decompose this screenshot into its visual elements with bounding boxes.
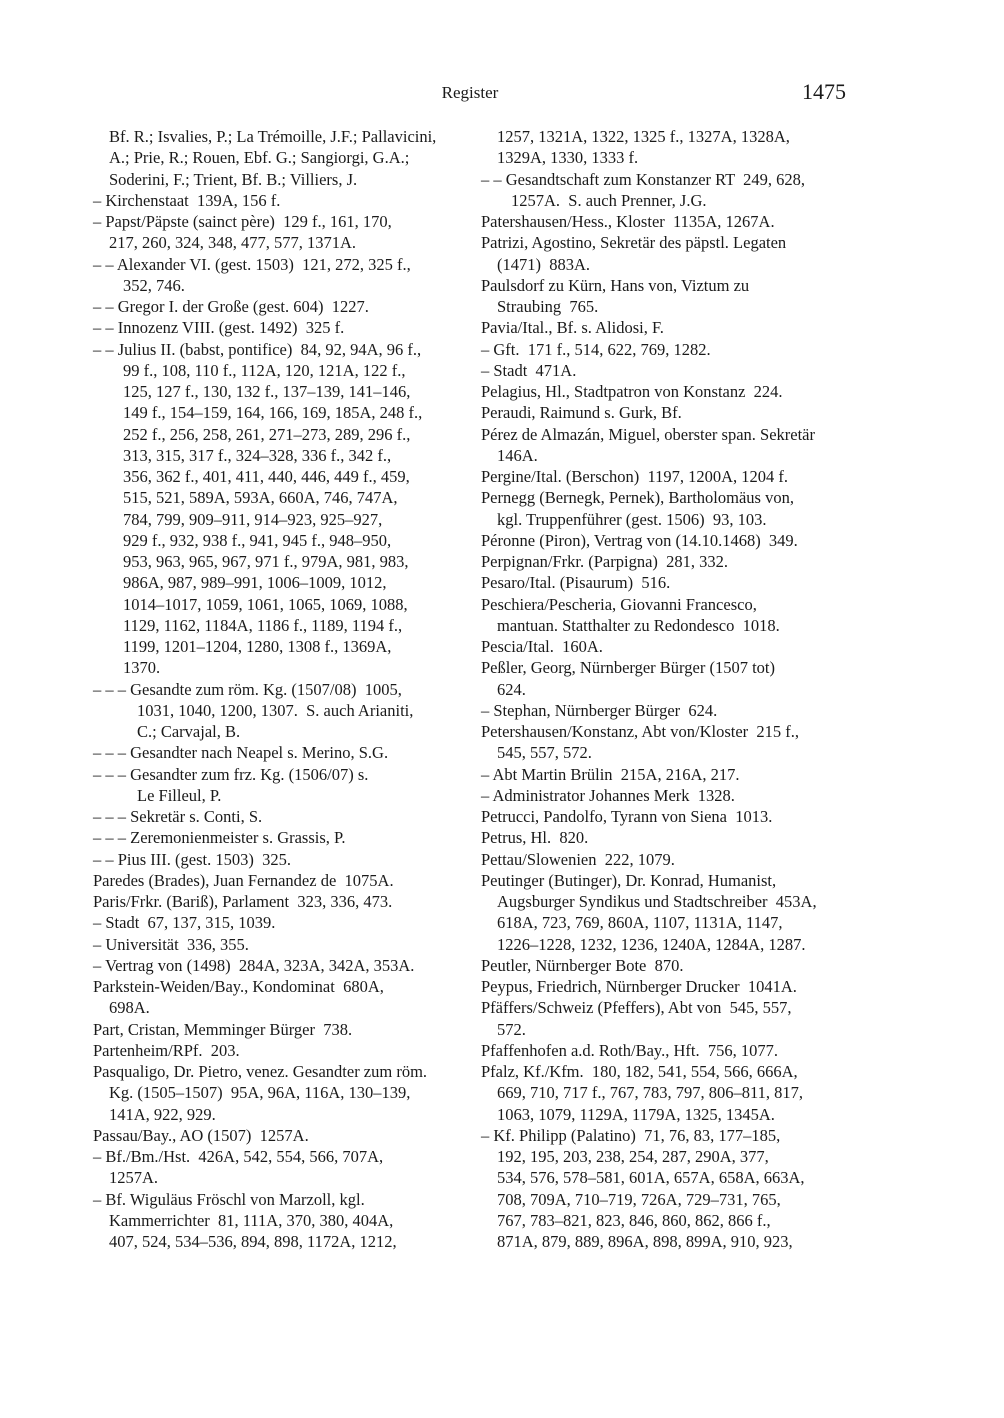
index-entry-line: 1257, 1321A, 1322, 1325 f., 1327A, 1328A, xyxy=(497,127,790,146)
index-entry-line: 1257A. S. auch Prenner, J.G. xyxy=(511,190,707,210)
index-entry-line: 708, 709A, 710–719, 726A, 729–731, 765, xyxy=(497,1189,781,1209)
index-entry-line: Peutler, Nürnberger Bote 870. xyxy=(481,955,684,975)
index-entry-line: 1063, 1079, 1129A, 1179A, 1325, 1345A. xyxy=(497,1104,775,1124)
index-entry-line: Pasqualigo, Dr. Pietro, venez. Gesandter zum röm. xyxy=(93,1062,428,1081)
index-entry-line: 1370. xyxy=(123,658,161,678)
index-entry-line: 99 f., 108, 110 f., 112A, 120, 121A, 122 f., xyxy=(123,360,406,380)
index-entry-line: Soderini, F.; Trient, Bf. B.; Villiers, J. xyxy=(109,169,358,189)
index-entry-line: Perpignan/Frkr. (Parpigna) 281, 332. xyxy=(481,552,729,571)
index-entry-line: Paulsdorf zu Kürn, Hans von, Viztum zu xyxy=(481,275,750,295)
index-entry-line: 192, 195, 203, 238, 254, 287, 290A, 377, xyxy=(497,1147,769,1166)
index-entry-line: Pfäffers/Schweiz (Pfeffers), Abt von 545, 557, xyxy=(481,998,792,1018)
index-entry-line: 146A. xyxy=(497,445,538,465)
index-entry-line: 534, 576, 578–581, 601A, 657A, 658A, 663A, xyxy=(497,1168,805,1188)
index-entry-line: 515, 521, 589A, 593A, 660A, 746, 747A, xyxy=(123,488,398,508)
index-entry-line: 871A, 879, 889, 896A, 898, 899A, 910, 923, xyxy=(497,1232,793,1251)
index-entry-line: Peypus, Friedrich, Nürnberger Drucker 1041A. xyxy=(481,977,797,996)
index-entry-line: Pelagius, Hl., Stadtpatron von Konstanz 224. xyxy=(481,382,783,401)
index-entry-line: Kammerrichter 81, 111A, 370, 380, 404A, xyxy=(109,1210,394,1230)
index-entry-line: Paredes (Brades), Juan Fernandez de 1075A. xyxy=(93,870,394,890)
index-entry-line: 767, 783–821, 823, 846, 860, 862, 866 f., xyxy=(497,1210,771,1230)
index-entry-line: 141A, 922, 929. xyxy=(109,1104,216,1124)
index-entry-line: Le Filleul, P. xyxy=(137,785,222,805)
index-entry-line: Bf. R.; Isvalies, P.; La Trémoille, J.F.; Pallavicini, xyxy=(109,127,437,146)
index-entry-line: – Bf./Bm./Hst. 426A, 542, 554, 566, 707A, xyxy=(93,1147,384,1166)
index-entry-line: 618A, 723, 769, 860A, 1107, 1131A, 1147, xyxy=(497,913,783,933)
index-entry-line: Peschiera/Pescheria, Giovanni Francesco, xyxy=(481,594,757,614)
index-entry-line: – Kirchenstaat 139A, 156 f. xyxy=(93,190,281,210)
index-entry-line: 217, 260, 324, 348, 477, 577, 1371A. xyxy=(109,233,357,253)
index-entry-line: Passau/Bay., AO (1507) 1257A. xyxy=(93,1125,309,1145)
index-entry-line: 1226–1228, 1232, 1236, 1240A, 1284A, 1287. xyxy=(497,934,806,954)
index-entry-line: 784, 799, 909–911, 914–923, 925–927, xyxy=(123,509,383,529)
index-entry-line: Patershausen/Hess., Kloster 1135A, 1267A. xyxy=(481,212,775,231)
index-entry-line: A.; Prie, R.; Rouen, Ebf. G.; Sangiorgi, G.A.; xyxy=(109,148,410,168)
index-entry-line: – Stadt 67, 137, 315, 1039. xyxy=(93,913,276,933)
index-entry-line: Parkstein-Weiden/Bay., Kondominat 680A, xyxy=(93,977,384,996)
index-entry-line: – – – Zeremonienmeister s. Grassis, P. xyxy=(93,828,346,848)
index-entry-line: Peraudi, Raimund s. Gurk, Bf. xyxy=(481,403,682,423)
index-entry-line: Pfalz, Kf./Kfm. 180, 182, 541, 554, 566, 666A, xyxy=(481,1062,798,1081)
index-entry-line: 545, 557, 572. xyxy=(497,743,592,763)
index-entry-line: Péronne (Piron), Vertrag von (14.10.1468) 349. xyxy=(481,530,798,550)
index-entry-line: – – Alexander VI. (gest. 1503) 121, 272, 325 f., xyxy=(93,254,411,274)
index-entry-line: – Universität 336, 355. xyxy=(93,934,249,954)
index-entry-line: 125, 127 f., 130, 132 f., 137–139, 141–146, xyxy=(123,382,411,401)
index-entry-line: 669, 710, 717 f., 767, 783, 797, 806–811, 817, xyxy=(497,1083,804,1103)
index-entry-line: 149 f., 154–159, 164, 166, 169, 185A, 248 f., xyxy=(123,403,423,423)
index-entry-line: 1129, 1162, 1184A, 1186 f., 1189, 1194 f., xyxy=(123,615,403,635)
index-entry-line: (1471) 883A. xyxy=(497,254,591,274)
index-entry-line: 986A, 987, 989–991, 1006–1009, 1012, xyxy=(123,573,387,593)
index-entry-line: – Abt Martin Brülin 215A, 216A, 217. xyxy=(481,764,740,784)
index-entry-line: 929 f., 932, 938 f., 941, 945 f., 948–950, xyxy=(123,530,392,550)
index-entry-line: Pavia/Ital., Bf. s. Alidosi, F. xyxy=(481,318,664,338)
index-entry-line: Partenheim/RPf. 203. xyxy=(93,1040,240,1060)
index-entry-line: Pfaffenhofen a.d. Roth/Bay., Hft. 756, 1077. xyxy=(481,1040,778,1060)
index-entry-line: – – – Sekretär s. Conti, S. xyxy=(93,807,263,826)
index-entry-line: Kg. (1505–1507) 95A, 96A, 116A, 130–139, xyxy=(109,1083,411,1103)
index-entry-line: Petrus, Hl. 820. xyxy=(481,828,589,848)
running-header: Register xyxy=(441,83,499,102)
index-entry-line: 1199, 1201–1204, 1280, 1308 f., 1369A, xyxy=(123,637,392,656)
index-entry-line: – Administrator Johannes Merk 1328. xyxy=(481,785,735,805)
index-entry-line: – Kf. Philipp (Palatino) 71, 76, 83, 177–185, xyxy=(481,1125,781,1145)
index-entry-line: – Vertrag von (1498) 284A, 323A, 342A, 353A. xyxy=(93,955,415,975)
index-entry-line: Peßler, Georg, Nürnberger Bürger (1507 tot) xyxy=(481,658,775,678)
index-entry-line: Patrizi, Agostino, Sekretär des päpstl. Legaten xyxy=(481,233,787,253)
index-entry-line: Pettau/Slowenien 222, 1079. xyxy=(481,849,675,869)
index-entry-line: Pescia/Ital. 160A. xyxy=(481,637,603,656)
index-entry-line: Pérez de Almazán, Miguel, oberster span. Sekretär xyxy=(481,424,816,444)
page-number: 1475 xyxy=(802,79,846,104)
index-entry-line: – Stadt 471A. xyxy=(481,360,577,380)
index-entry-line: 1031, 1040, 1200, 1307. S. auch Arianiti, xyxy=(137,700,414,720)
index-entry-line: – – Gregor I. der Große (gest. 604) 1227. xyxy=(93,297,369,316)
index-entry-line: 352, 746. xyxy=(123,275,185,295)
index-entry-line: 407, 524, 534–536, 894, 898, 1172A, 1212, xyxy=(109,1232,397,1251)
index-entry-line: mantuan. Statthalter zu Redondesco 1018. xyxy=(497,615,780,635)
index-entry-line: Petershausen/Konstanz, Abt von/Kloster 215 f., xyxy=(481,722,800,741)
index-entry-line: 1257A. xyxy=(109,1168,159,1188)
index-entry-line: Pernegg (Bernegk, Pernek), Bartholomäus von, xyxy=(481,488,794,508)
index-entry-line: 313, 315, 317 f., 324–328, 336 f., 342 f., xyxy=(123,445,392,465)
index-entry-line: – – Pius III. (gest. 1503) 325. xyxy=(93,849,291,869)
index-entry-line: 624. xyxy=(497,679,526,699)
index-entry-line: 572. xyxy=(497,1019,526,1039)
index-entry-line: 1329A, 1330, 1333 f. xyxy=(497,148,639,168)
index-entry-line: Peutinger (Butinger), Dr. Konrad, Humanist, xyxy=(481,870,777,890)
index-entry-line: 252 f., 256, 258, 261, 271–273, 289, 296 f., xyxy=(123,424,411,444)
index-entry-line: – – Julius II. (babst, pontifice) 84, 92, 94A, 96 f., xyxy=(93,339,422,359)
index-entry-line: 1014–1017, 1059, 1061, 1065, 1069, 1088, xyxy=(123,594,408,614)
index-entry-line: Paris/Frkr. (Bariß), Parlament 323, 336, 473. xyxy=(93,892,393,911)
index-entry-line: – Stephan, Nürnberger Bürger 624. xyxy=(481,700,718,720)
index-entry-line: 698A. xyxy=(109,998,150,1018)
index-entry-line: – – Gesandtschaft zum Konstanzer RT 249, 628, xyxy=(481,169,806,189)
index-entry-line: 953, 963, 965, 967, 971 f., 979A, 981, 983, xyxy=(123,552,409,571)
index-entry-line: – Gft. 171 f., 514, 622, 769, 1282. xyxy=(481,339,711,359)
left-index-column xyxy=(93,126,468,1252)
index-entry-line: – – Innozenz VIII. (gest. 1492) 325 f. xyxy=(93,318,345,338)
index-entry-line: Pergine/Ital. (Berschon) 1197, 1200A, 1204 f. xyxy=(481,467,789,486)
index-entry-line: Straubing 765. xyxy=(497,297,599,316)
index-entry-line: – – – Gesandter zum frz. Kg. (1506/07) s. xyxy=(93,764,369,784)
index-entry-line: Augsburger Syndikus und Stadtschreiber 453A, xyxy=(497,892,817,911)
index-entry-line: Petrucci, Pandolfo, Tyrann von Siena 1013. xyxy=(481,807,773,826)
right-index-column xyxy=(481,126,851,1252)
index-entry-line: 356, 362 f., 401, 411, 440, 446, 449 f., 459, xyxy=(123,467,410,486)
index-entry-line: Pesaro/Ital. (Pisaurum) 516. xyxy=(481,573,671,593)
index-entry-line: – Bf. Wiguläus Fröschl von Marzoll, kgl. xyxy=(93,1189,365,1209)
index-entry-line: kgl. Truppenführer (gest. 1506) 93, 103. xyxy=(497,509,767,529)
index-entry-line: – Papst/Päpste (sainct père) 129 f., 161, 170, xyxy=(93,212,392,231)
index-entry-line: – – – Gesandte zum röm. Kg. (1507/08) 1005, xyxy=(93,679,402,699)
index-entry-line: – – – Gesandter nach Neapel s. Merino, S.G. xyxy=(93,743,389,763)
index-entry-line: C.; Carvajal, B. xyxy=(137,722,241,741)
index-entry-line: Part, Cristan, Memminger Bürger 738. xyxy=(93,1019,353,1039)
